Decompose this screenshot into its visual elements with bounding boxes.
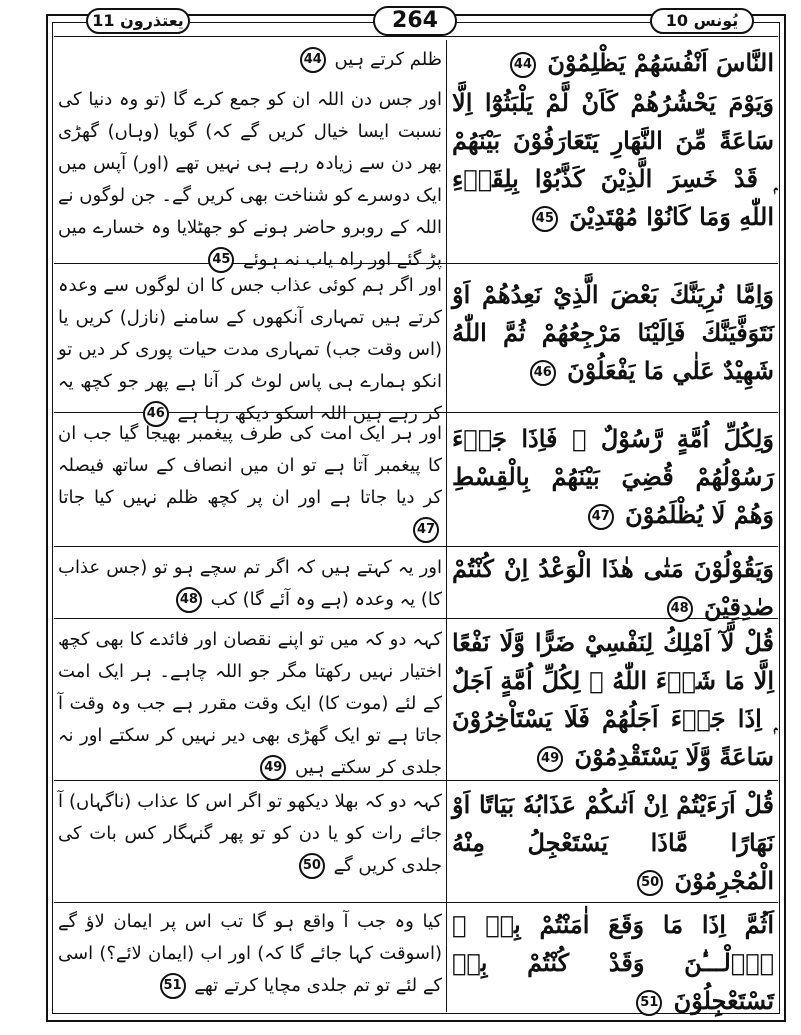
page-number: 264 [373,6,457,36]
separator-left-4 [54,618,446,619]
juz-label: يعتذرون 11 [86,8,190,34]
ayah-number-marker: 50 [299,853,325,879]
arabic-text: اَثُمَّ اِذَا مَا وَقَعَ اٰمَنْتُمْ بِهٖ ۭ اٰۗلْـــٰٔنَ وَقَدْ كُنْتُمْ بِهٖ تَسْتَعْجِلُوْنَ [452,910,774,1015]
ayah-number-marker: 47 [413,517,439,543]
arabic-verse-block [452,420,774,534]
translation-block [58,786,442,882]
ayah-number-marker: 49 [260,755,286,781]
separator-right-5 [446,780,778,781]
ayah-number-marker: 51 [160,973,186,999]
column-divider [446,40,447,1012]
translation-block [58,552,442,616]
arabic-verse-block [452,276,774,390]
ayah-number-marker: 47 [588,504,614,530]
translation-text: اور یہ کہتے ہیں کہ اگر تم سچے ہو تو (جس عذاب کا) یہ وعدہ (ہے وہ آئے گا) کب [58,557,442,610]
translation-text: ظلم کرتے ہیں [334,49,442,70]
arabic-verse-block [452,786,774,900]
arabic-text: النَّاسَ اَنْفُسَهُمْ يَظْلِمُوْنَ [547,48,774,77]
ayah-number-marker: 46 [143,401,169,427]
arabic-text: وَلِكُلِّ اُمَّةٍ رَّسُوْلٌ ۚ فَاِذَا جَاۗءَ رَسُوْلُھُمْ قُضِيَ بَيْنَھُمْ بِالْقِسْطِ وَھُمْ لَا يُظْلَمُوْنَ [452,424,774,529]
arabic-text: قُلْ اَرَءَيْتُمْ اِنْ اَتٰىكُمْ عَذَابُهٗ بَيَاتًا اَوْ نَهَارًا مَّاذَا يَسْتَعْجِلُ مِنْهُ الْمُجْرِمُوْنَ [452,790,774,895]
translation-block [58,270,442,430]
translation-text: کہہ دو کہ میں تو اپنے نقصان اور فائدے کا بھی کچھ اختیار نہیں رکھتا مگر جو اللہ چاہے۔ ہر ایک امت کے لئے (موت کا) ایک وقت مقرر ہے جب وہ وقت آ جاتا ہے تو ایک گھڑی بھی دیر نہیں کر سکتے اور نہ جلدی کر سکتے ہیں [58,629,442,778]
ayah-number-marker: 45 [208,247,234,273]
translation-block [58,906,442,1002]
translation-text: کیا وہ جب آ واقع ہو گا تب اس پر ایمان لاؤ گے (اسوقت کہا جائے گا کہ) اور اب (ایمان لائے؟) اسی کے لئے تو تم جلدی مچایا کرتے تھے [58,911,442,996]
ayah-number-marker: 51 [636,990,662,1016]
ayah-number-marker: 44 [510,52,536,78]
arabic-verse-block [452,44,774,82]
translation-block [58,84,442,276]
translation-block [58,418,442,546]
translation-text: اور جس دن اللہ ان کو جمع کرے گا (تو وہ دنیا کی نسبت ایسا خیال کریں گے کہ) گویا (وہاں) گھڑی بھر دن سے زیادہ رہے ہی نہیں تھے (اور) آپس میں ایک دوسرے کو شناخت بھی کریں گے۔ جن لوگوں نے اللہ کے روبرو حاضر ہونے کو جھٹلایا وہ خسارے میں پڑ گئے اور راہ یاب نہ ہوئے [58,89,442,270]
arabic-text: وَاِمَّا نُرِيَنَّكَ بَعْضَ الَّذِيْ نَعِدُهُمْ اَوْ نَتَوَفَّيَنَّكَ فَاِلَيْنَا مَرْجِعُهُمْ ثُمَّ اللّٰهُ شَهِيْدٌ عَلٰي مَا يَفْعَلُوْنَ [452,280,774,385]
ayah-number-marker: 46 [530,360,556,386]
arabic-text: وَيَوْمَ يَحْشُرُهُمْ كَاَنْ لَّمْ يَلْبَثُوْٓا اِلَّا سَاعَةً مِّنَ النَّهَارِ يَتَعَارَفُوْنَ بَيْنَهُمْ ۭ قَدْ خَسِرَ الَّذِيْنَ كَذَّبُوْا بِلِقَاۗءِ اللّٰهِ وَمَا كَانُوْا مُهْتَدِيْنَ [452,88,774,231]
ayah-number-marker: 44 [300,47,326,73]
separator-left-3 [54,546,446,547]
ayah-number-marker: 45 [532,206,558,232]
header-rule-right [446,36,778,37]
separator-right-3 [446,546,778,547]
surah-label: يُونس 10 [650,8,754,34]
arabic-verse-block [452,624,774,776]
translation-block [58,624,442,784]
translation-text: اور ہر ایک امت کی طرف پیغمبر بھیجا گیا جب ان کا پیغمبر آتا ہے تو ان میں انصاف کے ساتھ فیصلہ کر دیا جاتا ہے اور ان پر کچھ ظلم نہیں کیا جاتا [58,423,442,508]
separator-left-6 [54,902,446,903]
arabic-text: قُلْ لَّآ اَمْلِكُ لِنَفْسِيْ ضَرًّا وَّلَا نَفْعًا اِلَّا مَا شَاۗءَ اللّٰهُ ۭ لِكُلِّ اُمَّةٍ اَجَلٌ ۭ اِذَا جَاۗءَ اَجَلُھُمْ فَلَا يَسْتَاْخِرُوْنَ سَاعَةً وَّلَا يَسْتَقْدِمُوْنَ [452,628,774,771]
translation-text: کہہ دو کہ بھلا دیکھو تو اگر اس کا عذاب (ناگہاں) آ جائے رات کو یا دن کو تو پھر گنہگار کس بات کی جلدی کریں گے [58,791,442,876]
translation-block [58,44,442,76]
ayah-number-marker: 49 [537,746,563,772]
ayah-number-marker: 50 [637,870,663,896]
arabic-verse-block [452,84,774,236]
separator-right-6 [446,902,778,903]
arabic-text: وَيَقُوْلُوْنَ مَتٰى ھٰذَا الْوَعْدُ اِنْ كُنْتُمْ صٰدِقِيْنَ [452,554,774,621]
arabic-verse-block [452,906,774,1020]
ayah-number-marker: 48 [667,596,693,622]
arabic-verse-block [452,550,774,626]
header-rule-left [54,36,446,37]
translation-text: اور اگر ہم کوئی عذاب جس کا ان لوگوں سے وعدہ کرتے ہیں تمہاری آنکھوں کے سامنے (نازل) کریں یا (اس وقت جب) تمہاری مدت حیات پوری کر دیں تو انکو ہمارے ہی پاس لوٹ کر آنا ہے پھر جو کچھ یہ کر رہے ہیں اللہ اسکو دیکھ رہا ہے [58,275,442,424]
separator-right-1 [446,263,778,264]
ayah-number-marker: 48 [176,587,202,613]
separator-right-2 [446,412,778,413]
